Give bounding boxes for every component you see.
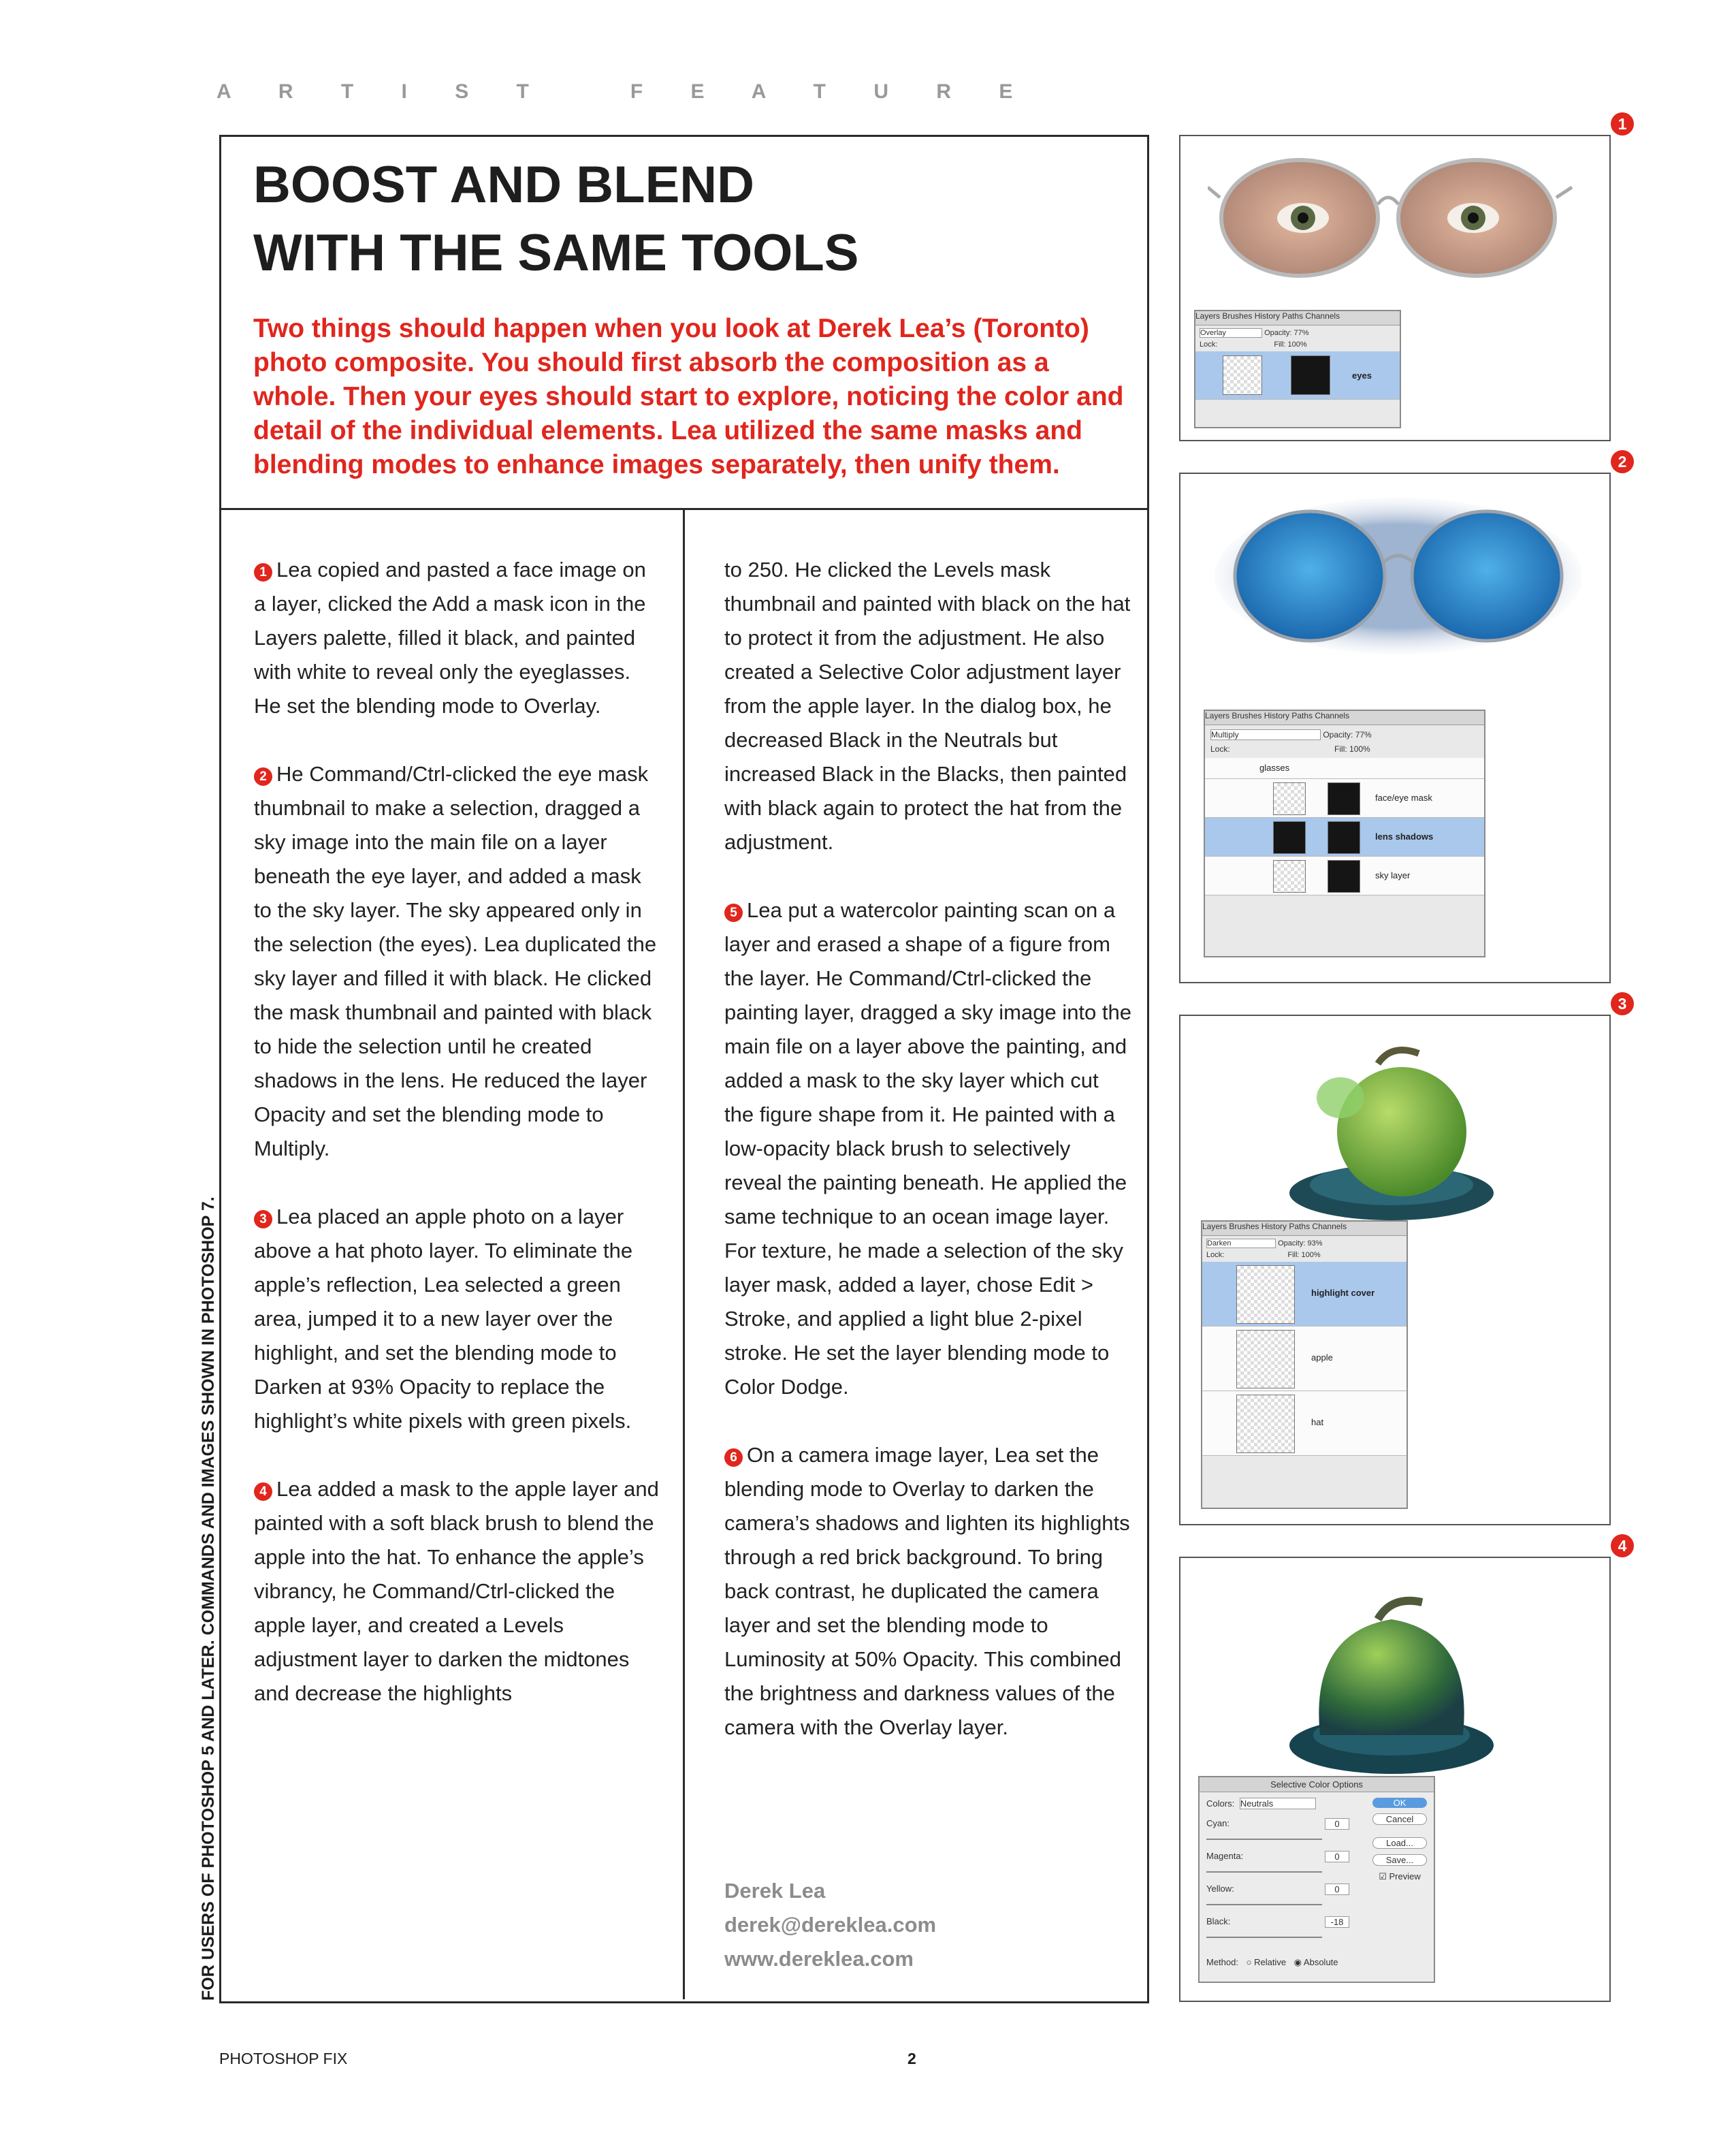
group-name: glasses — [1259, 763, 1290, 773]
preview-checkbox[interactable]: ☑ Preview — [1379, 1871, 1421, 1881]
eyeglasses-illustration — [1208, 150, 1575, 286]
black-slider[interactable] — [1206, 1916, 1349, 1949]
blend-mode-select[interactable]: Darken — [1206, 1239, 1276, 1248]
layer-row-lens-shadows[interactable] — [1205, 818, 1484, 857]
opacity-field[interactable]: Opacity: 77% — [1264, 329, 1309, 337]
article-title — [253, 151, 858, 287]
fill-field[interactable]: Fill: 100% — [1334, 744, 1370, 754]
step-4 — [254, 1472, 662, 1711]
panel-number-1: 1 — [1611, 112, 1634, 136]
mask-thumbnail[interactable] — [1328, 860, 1360, 893]
absolute-label: Absolute — [1303, 1957, 1338, 1967]
step-6 — [724, 1438, 1133, 1745]
colors-label: Colors: — [1206, 1798, 1235, 1809]
sidebar-vertical-note: FOR USERS OF PHOTOSHOP 5 AND LATER. COMMANDS AND IMAGES SHOWN IN PHOTOSHOP 7. — [199, 1196, 218, 2001]
mask-thumbnail[interactable] — [1328, 782, 1360, 815]
layer-row-sky-layer[interactable] — [1205, 857, 1484, 895]
blend-mode-select[interactable]: Overlay — [1200, 328, 1262, 338]
step-text: He Command/Ctrl-clicked the eye mask thumbnail to make a selection, dragged a sky image into the main file on a layer beneath the eye layer, and added a mask to the sky layer. The sky appeared only in the selection (the eyes). Lea duplicated the sky layer and filled it with black. He clicked the mask thumbnail and painted with black to hide the selection until he created shadows in the lens. He reduced the layer Opacity and set the blending mode to Multiply. — [254, 762, 657, 1160]
dialog-title: Selective Color Options — [1200, 1777, 1434, 1792]
blue-glasses-illustration — [1208, 494, 1589, 658]
layer-row-hat[interactable] — [1202, 1391, 1407, 1456]
absolute-radio[interactable]: ◉ Absolute — [1293, 1957, 1338, 1967]
step-1 — [254, 553, 662, 723]
lock-label: Lock: — [1200, 340, 1218, 349]
slider-label: Magenta: — [1206, 1851, 1244, 1861]
layer-row-eyes[interactable] — [1195, 351, 1400, 400]
layer-name: sky layer — [1375, 870, 1411, 880]
relative-label: Relative — [1254, 1957, 1287, 1967]
layer-thumbnail[interactable] — [1273, 860, 1306, 893]
layer-row-face-eye-mask[interactable] — [1205, 779, 1484, 818]
column-right — [724, 553, 1133, 1779]
layers-palette[interactable] — [1204, 710, 1485, 957]
layer-row-highlight-cover[interactable] — [1202, 1262, 1407, 1326]
step-text: Lea placed an apple photo on a layer above a hat photo layer. To eliminate the apple’s reflection, Lea selected a green area, jumped it to a new layer over the highlight, and set the blending mode to Darken at 93% Opacity to replace the highlight’s white pixels with green pixels. — [254, 1205, 633, 1433]
layer-name: highlight cover — [1311, 1288, 1375, 1298]
figure-panel-3 — [1179, 1015, 1611, 1525]
section-kicker: A R T I S T F E A T U R E — [216, 80, 1034, 103]
step-number-badge: 2 — [254, 767, 272, 786]
preview-label: Preview — [1389, 1871, 1421, 1881]
column-left — [254, 553, 662, 1745]
step-text: Lea added a mask to the apple layer and painted with a soft black brush to blend the apple into the hat. To enhance the apple’s vibrancy, he Command/Ctrl-clicked the apple layer, and created a Levels adjustment layer to darken the midtones and decrease the highlights — [254, 1477, 659, 1705]
cyan-slider[interactable] — [1206, 1818, 1349, 1851]
fill-field[interactable]: Fill: 100% — [1287, 1251, 1321, 1259]
layer-thumbnail[interactable] — [1236, 1395, 1295, 1453]
title-line-2: WITH THE SAME TOOLS — [253, 224, 859, 282]
step-3 — [254, 1200, 662, 1438]
step-4-continued: to 250. He clicked the Levels mask thumbnail and painted with black on the hat to protect it from the adjustment. He also created a Selective Color adjustment layer from the apple layer. In the dialog box, he decreased Black in the Neutrals but increased Black in the Blacks, then painted with black again to protect the hat from the adjustment. — [724, 558, 1131, 854]
article-deck: Two things should happen when you look at Derek Lea’s (Toronto) photo composite. You should first absorb the composition as a whole. Then your eyes should start to explore, noticing the color and detail of the individual elements. Lea utilized the same masks and blending modes to enhance images separately, then unify them. — [253, 314, 1124, 479]
layer-thumbnail[interactable] — [1273, 821, 1306, 854]
blended-apple-hat-illustration — [1283, 1572, 1500, 1783]
step-5 — [724, 893, 1133, 1404]
lock-label: Lock: — [1210, 744, 1230, 754]
step-text: Lea put a watercolor painting scan on a layer and erased a shape of a figure from the layer. He Command/Ctrl-clicked the painting layer, dragged a sky image into the main file on a layer above the painting, and added a mask to the sky layer which cut the figure shape from it. He painted with a low-opacity black brush to selectively reveal the painting beneath. He applied the same technique to an ocean image layer. For texture, he made a selection of the sky layer mask, added a layer, chose Edit > Stroke, and applied a light blue 2-pixel stroke. He set the layer blending mode to Color Dodge. — [724, 898, 1131, 1399]
step-text: Lea copied and pasted a face image on a layer, clicked the Add a mask icon in the Layers palette, filled it black, and painted with white to reveal only the eyeglasses. He set the blending mode to Overlay. — [254, 558, 646, 718]
opacity-field[interactable]: Opacity: 93% — [1278, 1239, 1323, 1248]
slider-label: Yellow: — [1206, 1884, 1234, 1894]
opacity-field[interactable]: Opacity: 77% — [1323, 730, 1372, 740]
panel-number-2: 2 — [1611, 450, 1634, 473]
layer-thumbnail[interactable] — [1273, 782, 1306, 815]
cancel-button[interactable]: Cancel — [1372, 1813, 1427, 1825]
panel-number-4: 4 — [1611, 1534, 1634, 1557]
lock-label: Lock: — [1206, 1251, 1225, 1259]
column-divider — [683, 508, 685, 1999]
step-number-badge: 4 — [254, 1482, 272, 1501]
layer-group-glasses[interactable] — [1205, 758, 1484, 779]
palette-tabs[interactable]: Layers Brushes History Paths Channels — [1202, 1222, 1407, 1236]
layer-thumbnail[interactable] — [1236, 1265, 1295, 1324]
slider-value[interactable]: -18 — [1325, 1916, 1349, 1928]
step-number-badge: 6 — [724, 1448, 743, 1467]
layer-name: eyes — [1352, 370, 1372, 381]
save-button[interactable]: Save... — [1372, 1854, 1427, 1866]
artist-email[interactable]: derek@dereklea.com — [724, 1913, 937, 1937]
footer-publication: PHOTOSHOP FIX — [219, 2050, 348, 2067]
footer-page-number: 2 — [907, 2050, 916, 2067]
layer-name: hat — [1311, 1417, 1324, 1427]
step-text: On a camera image layer, Lea set the blending mode to Overlay to darken the camera’s shadows and lighten its highlights through a red brick background. To bring back contrast, he duplicated the camera layer and set the blending mode to Luminosity at 50% Opacity. This combined the brightness and darkness values of the camera with the Overlay layer. — [724, 1443, 1130, 1739]
figure-panel-4 — [1179, 1557, 1611, 2002]
artist-name: Derek Lea — [724, 1879, 826, 1903]
relative-radio[interactable]: ○ Relative — [1246, 1957, 1287, 1967]
step-number-badge: 1 — [254, 563, 272, 582]
step-2 — [254, 757, 662, 1166]
slider-label: Black: — [1206, 1916, 1231, 1926]
magenta-slider[interactable] — [1206, 1851, 1349, 1884]
palette-tabs[interactable]: Layers Brushes History Paths Channels — [1195, 311, 1400, 325]
layer-row-apple[interactable] — [1202, 1326, 1407, 1391]
slider-group — [1206, 1818, 1349, 1949]
method-label: Method: — [1206, 1957, 1238, 1967]
layer-thumbnail[interactable] — [1236, 1330, 1295, 1388]
fill-field[interactable]: Fill: 100% — [1274, 340, 1307, 349]
ok-button[interactable]: OK — [1372, 1798, 1427, 1808]
layer-thumbnail[interactable] — [1223, 355, 1262, 395]
selective-color-dialog[interactable] — [1198, 1776, 1435, 1983]
panel-number-3: 3 — [1611, 992, 1634, 1015]
slider-label: Cyan: — [1206, 1818, 1229, 1828]
artist-website[interactable]: www.dereklea.com — [724, 1947, 914, 1971]
layer-name: face/eye mask — [1375, 793, 1432, 803]
layers-palette[interactable] — [1194, 310, 1401, 428]
mask-thumbnail[interactable] — [1328, 821, 1360, 854]
layer-name: lens shadows — [1375, 831, 1434, 842]
palette-tabs[interactable]: Layers Brushes History Paths Channels — [1205, 711, 1484, 725]
apple-on-hat-illustration — [1276, 1030, 1507, 1227]
step-number-badge: 5 — [724, 904, 743, 922]
figure-panel-2 — [1179, 473, 1611, 983]
slider-value[interactable]: 0 — [1325, 1884, 1349, 1895]
figure-panel-1 — [1179, 135, 1611, 441]
blend-mode-select[interactable]: Multiply — [1210, 729, 1321, 740]
artist-signature — [724, 1874, 936, 1976]
step-number-badge: 3 — [254, 1210, 272, 1228]
title-line-1: BOOST AND BLEND — [253, 156, 755, 214]
slider-value[interactable]: 0 — [1325, 1818, 1349, 1830]
yellow-slider[interactable] — [1206, 1884, 1349, 1916]
mask-thumbnail[interactable] — [1291, 355, 1330, 395]
layer-name: apple — [1311, 1352, 1333, 1363]
slider-value[interactable]: 0 — [1325, 1851, 1349, 1862]
colors-select[interactable]: Neutrals — [1240, 1798, 1316, 1809]
load-button[interactable]: Load... — [1372, 1837, 1427, 1849]
layers-palette[interactable] — [1201, 1220, 1408, 1509]
